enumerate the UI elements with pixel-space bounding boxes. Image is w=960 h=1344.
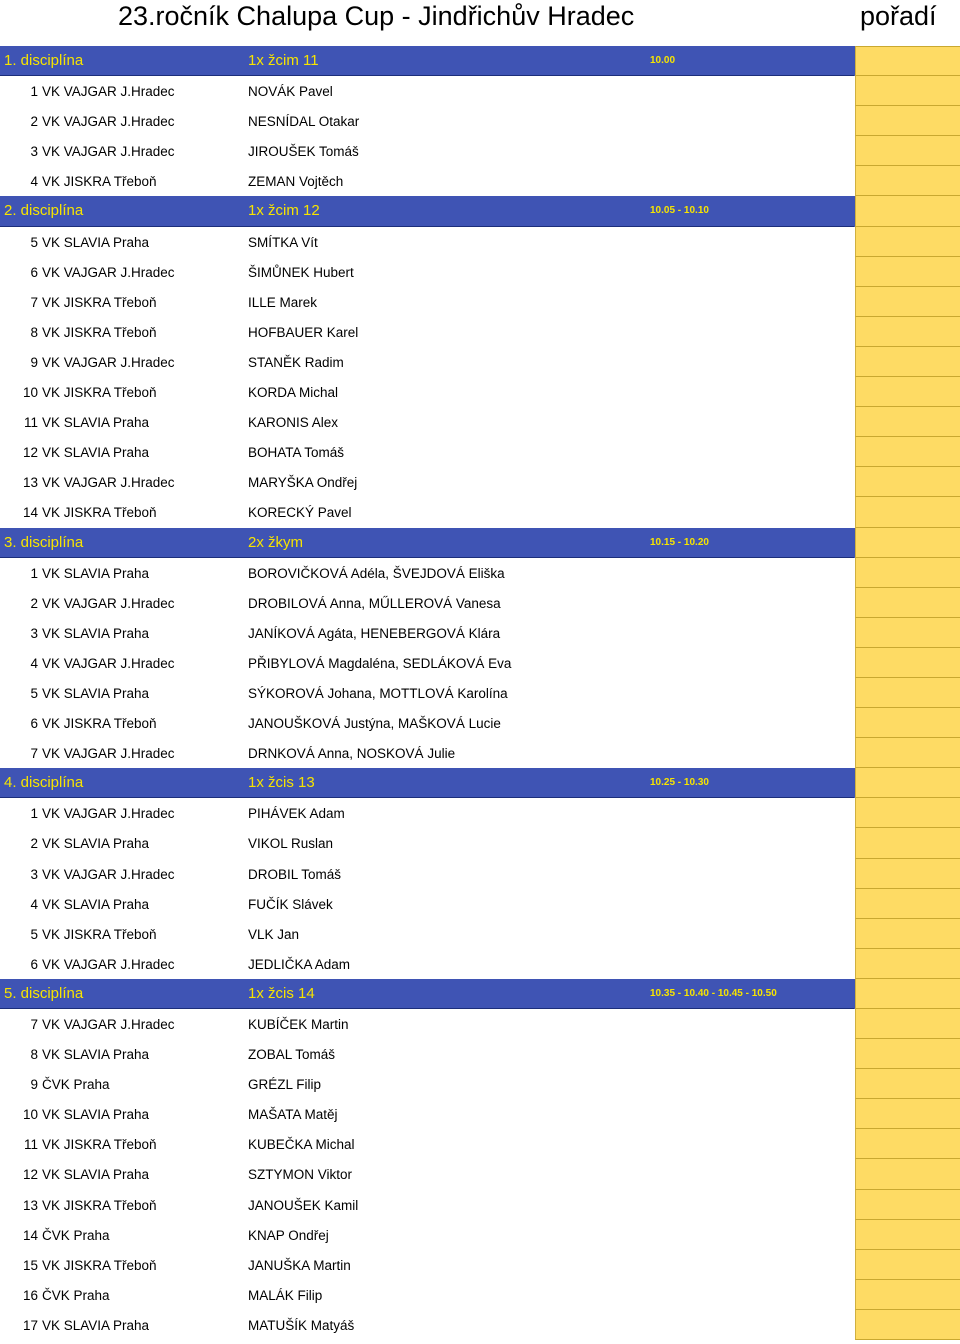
discipline-time: 10.25 - 10.30 bbox=[650, 777, 709, 789]
entry-name: VIKOL Ruslan bbox=[248, 836, 334, 852]
entry-team-cell bbox=[0, 1107, 180, 1122]
entry-row bbox=[0, 497, 960, 527]
entry-team-cell bbox=[0, 957, 180, 972]
entry-name: DRNKOVÁ Anna, NOSKOVÁ Julie bbox=[248, 746, 456, 762]
entry-team: VK VAJGAR J.Hradec bbox=[42, 866, 175, 882]
entry-number: 1 bbox=[30, 565, 38, 581]
entry-team-cell bbox=[0, 1258, 180, 1273]
entry-team: VK SLAVIA Praha bbox=[42, 415, 150, 431]
entry-row bbox=[0, 949, 960, 979]
entry-row bbox=[0, 588, 960, 618]
discipline-header bbox=[0, 979, 960, 1009]
entry-name: JANOUŠEK Kamil bbox=[248, 1197, 359, 1213]
entry-team-cell bbox=[0, 445, 180, 460]
rank-cell[interactable] bbox=[855, 467, 960, 497]
entry-team-cell bbox=[0, 656, 180, 671]
entry-name: VLK Jan bbox=[248, 926, 300, 942]
entry-row bbox=[0, 136, 960, 166]
entry-number: 10 bbox=[22, 1107, 38, 1123]
entry-team-cell bbox=[0, 265, 180, 280]
entry-team-cell bbox=[0, 84, 180, 99]
entry-team: VK JISKRA Třeboň bbox=[42, 324, 157, 340]
entry-number: 4 bbox=[30, 655, 38, 671]
rank-cell[interactable] bbox=[855, 768, 960, 798]
rank-cell[interactable] bbox=[855, 588, 960, 618]
entry-name: MARYŠKA Ondřej bbox=[248, 475, 358, 491]
entry-team-cell bbox=[0, 897, 180, 912]
discipline-event: 1x žcim 11 bbox=[248, 52, 319, 69]
entry-team: VK VAJGAR J.Hradec bbox=[42, 114, 175, 130]
entry-row bbox=[0, 317, 960, 347]
entry-team-cell bbox=[0, 1288, 180, 1303]
entry-row bbox=[0, 347, 960, 377]
rank-cell[interactable] bbox=[855, 919, 960, 949]
entry-team-cell bbox=[0, 295, 180, 310]
entry-team: VK JISKRA Třeboň bbox=[42, 294, 157, 310]
entry-row bbox=[0, 889, 960, 919]
entry-name: KORECKÝ Pavel bbox=[248, 505, 352, 521]
entry-row bbox=[0, 1069, 960, 1099]
entry-team: ČVK Praha bbox=[42, 1077, 110, 1093]
entry-name: DROBILOVÁ Anna, MŰLLEROVÁ Vanesa bbox=[248, 595, 501, 611]
rank-cell[interactable] bbox=[855, 738, 960, 768]
entry-name: JIROUŠEK Tomáš bbox=[248, 144, 359, 160]
discipline-event: 1x žcis 14 bbox=[248, 984, 315, 1002]
entry-number: 11 bbox=[23, 415, 38, 431]
entry-name: SÝKOROVÁ Johana, MOTTLOVÁ Karolína bbox=[248, 685, 508, 701]
entry-name: BOROVIČKOVÁ Adéla, ŠVEJDOVÁ Eliška bbox=[248, 565, 505, 581]
entry-name: MAŠATA Matěj bbox=[248, 1107, 338, 1123]
entry-team-cell bbox=[0, 1137, 180, 1152]
entry-team: VK SLAVIA Praha bbox=[42, 836, 150, 852]
entry-team-cell bbox=[0, 144, 180, 159]
entry-team-cell bbox=[0, 1017, 180, 1032]
entry-number: 7 bbox=[30, 294, 38, 310]
entry-row bbox=[0, 106, 960, 136]
entry-row bbox=[0, 919, 960, 949]
entry-team-cell bbox=[0, 385, 180, 400]
entry-team: VK SLAVIA Praha bbox=[42, 1317, 150, 1333]
entry-name: ŠIMŮNEK Hubert bbox=[248, 264, 354, 280]
entry-row bbox=[0, 1099, 960, 1129]
discipline-event: 1x žcis 13 bbox=[248, 774, 315, 792]
entry-number: 5 bbox=[30, 234, 38, 250]
entry-team-cell bbox=[0, 686, 180, 701]
rank-cell[interactable] bbox=[855, 1129, 960, 1159]
entry-number: 3 bbox=[30, 144, 38, 160]
entry-number: 10 bbox=[22, 385, 38, 401]
entry-name: STANĚK Radim bbox=[248, 354, 344, 370]
entry-team: VK VAJGAR J.Hradec bbox=[42, 475, 175, 491]
entry-name: MATUŠÍK Matyáš bbox=[248, 1317, 355, 1333]
rank-cell[interactable] bbox=[855, 1099, 960, 1129]
entry-team-cell bbox=[0, 505, 180, 520]
entry-number: 7 bbox=[30, 1017, 38, 1032]
entry-name: BOHATA Tomáš bbox=[248, 445, 345, 461]
entry-row bbox=[0, 467, 960, 497]
entry-number: 15 bbox=[22, 1257, 38, 1273]
entry-team-cell bbox=[0, 1198, 180, 1213]
entry-row bbox=[0, 1190, 960, 1220]
entry-team: VK VAJGAR J.Hradec bbox=[42, 956, 175, 972]
rank-cell[interactable] bbox=[855, 46, 960, 76]
rank-cell[interactable] bbox=[855, 528, 960, 558]
discipline-time: 10.05 - 10.10 bbox=[650, 205, 709, 217]
discipline-label: 4. disciplína bbox=[4, 774, 84, 792]
rank-cell[interactable] bbox=[855, 1190, 960, 1220]
entry-team-cell bbox=[0, 626, 180, 641]
rank-cell[interactable] bbox=[855, 407, 960, 437]
rank-cell[interactable] bbox=[855, 648, 960, 678]
entry-row bbox=[0, 859, 960, 889]
page-title: 23.ročník Chalupa Cup - Jindřichův Hradec bbox=[118, 1, 635, 31]
entry-number: 9 bbox=[30, 354, 38, 370]
entry-team: VK VAJGAR J.Hradec bbox=[42, 806, 175, 822]
entry-team-cell bbox=[0, 475, 180, 490]
entry-team: VK VAJGAR J.Hradec bbox=[42, 746, 175, 762]
entry-number: 12 bbox=[22, 1167, 38, 1183]
entry-row bbox=[0, 1250, 960, 1280]
entry-team-cell bbox=[0, 1228, 180, 1243]
entry-number: 13 bbox=[22, 475, 38, 491]
discipline-header bbox=[0, 46, 960, 76]
entry-team: VK JISKRA Třeboň bbox=[42, 1257, 157, 1273]
entry-row bbox=[0, 678, 960, 708]
entry-row bbox=[0, 1310, 960, 1340]
entry-row bbox=[0, 76, 960, 106]
entry-name: JEDLIČKA Adam bbox=[248, 956, 351, 972]
rank-cell[interactable] bbox=[855, 798, 960, 828]
entry-team: VK VAJGAR J.Hradec bbox=[42, 84, 175, 100]
entry-team: VK JISKRA Třeboň bbox=[42, 385, 157, 401]
entry-number: 14 bbox=[22, 1227, 38, 1243]
discipline-time: 10.35 - 10.40 - 10.45 - 10.50 bbox=[650, 987, 777, 999]
discipline-label: 1. disciplína bbox=[4, 52, 84, 69]
rank-cell[interactable] bbox=[855, 859, 960, 889]
discipline-label: 3. disciplína bbox=[4, 533, 84, 551]
entry-name: KUBEČKA Michal bbox=[248, 1137, 355, 1153]
entry-number: 1 bbox=[30, 806, 38, 822]
rank-cell[interactable] bbox=[855, 317, 960, 347]
entry-team-cell bbox=[0, 927, 180, 942]
entry-team-cell bbox=[0, 1077, 180, 1092]
start-list-table bbox=[0, 46, 960, 1340]
rank-cell[interactable] bbox=[855, 497, 960, 527]
entry-team: VK SLAVIA Praha bbox=[42, 445, 150, 461]
entry-team: VK JISKRA Třeboň bbox=[42, 926, 157, 942]
entry-name: PIHÁVEK Adam bbox=[248, 806, 345, 822]
rank-cell[interactable] bbox=[855, 558, 960, 588]
entry-team: VK SLAVIA Praha bbox=[42, 1107, 150, 1123]
rank-cell[interactable] bbox=[855, 347, 960, 377]
entry-name: SMÍTKA Vít bbox=[248, 234, 318, 250]
rank-cell[interactable] bbox=[855, 1009, 960, 1039]
entry-team: ČVK Praha bbox=[42, 1287, 110, 1303]
order-column-label: pořadí bbox=[860, 1, 937, 31]
discipline-header bbox=[0, 196, 960, 226]
entry-number: 7 bbox=[30, 746, 38, 762]
rank-cell[interactable] bbox=[855, 437, 960, 467]
rank-cell[interactable] bbox=[855, 257, 960, 287]
entry-number: 16 bbox=[22, 1287, 38, 1303]
rank-cell[interactable] bbox=[855, 227, 960, 257]
entry-team: VK VAJGAR J.Hradec bbox=[42, 354, 175, 370]
entry-row bbox=[0, 558, 960, 588]
entry-number: 4 bbox=[30, 896, 38, 912]
rank-cell[interactable] bbox=[855, 287, 960, 317]
entry-number: 2 bbox=[30, 836, 38, 852]
entry-team: VK JISKRA Třeboň bbox=[42, 505, 157, 521]
entry-row bbox=[0, 287, 960, 317]
entry-row bbox=[0, 648, 960, 678]
entry-name: JANÍKOVÁ Agáta, HENEBERGOVÁ Klára bbox=[248, 625, 501, 641]
entry-team: VK SLAVIA Praha bbox=[42, 685, 150, 701]
rank-cell[interactable] bbox=[855, 1069, 960, 1099]
entry-number: 9 bbox=[30, 1077, 38, 1093]
discipline-event: 2x žkym bbox=[248, 533, 304, 551]
entry-row bbox=[0, 1159, 960, 1189]
entry-number: 4 bbox=[30, 174, 38, 190]
entry-name: MALÁK Filip bbox=[248, 1287, 323, 1303]
entry-team: VK JISKRA Třeboň bbox=[42, 1137, 157, 1153]
entry-row bbox=[0, 1039, 960, 1069]
entry-team: VK VAJGAR J.Hradec bbox=[42, 144, 175, 160]
entry-team: VK SLAVIA Praha bbox=[42, 1167, 150, 1183]
entry-number: 2 bbox=[30, 114, 38, 130]
discipline-time: 10.15 - 10.20 bbox=[650, 536, 709, 548]
entry-number: 14 bbox=[22, 505, 38, 521]
entry-name: NOVÁK Pavel bbox=[248, 84, 333, 100]
entry-row bbox=[0, 618, 960, 648]
entry-row bbox=[0, 227, 960, 257]
rank-cell[interactable] bbox=[855, 828, 960, 858]
entry-name: JANOUŠKOVÁ Justýna, MAŠKOVÁ Lucie bbox=[248, 716, 501, 732]
entry-name: DROBIL Tomáš bbox=[248, 866, 342, 882]
entry-row bbox=[0, 407, 960, 437]
entry-team-cell bbox=[0, 566, 180, 581]
entry-team-cell bbox=[0, 1167, 180, 1182]
entry-team-cell bbox=[0, 415, 180, 430]
entry-team-cell bbox=[0, 716, 180, 731]
entry-number: 13 bbox=[22, 1197, 38, 1213]
entry-row bbox=[0, 257, 960, 287]
entry-row bbox=[0, 1220, 960, 1250]
entry-team-cell bbox=[0, 746, 180, 761]
entry-team: VK VAJGAR J.Hradec bbox=[42, 595, 175, 611]
entry-number: 17 bbox=[22, 1317, 38, 1333]
entry-number: 5 bbox=[30, 926, 38, 942]
rank-cell[interactable] bbox=[855, 76, 960, 106]
entry-row bbox=[0, 1009, 960, 1039]
rank-cell[interactable] bbox=[855, 979, 960, 1009]
entry-team: VK SLAVIA Praha bbox=[42, 1047, 150, 1063]
entry-row bbox=[0, 166, 960, 196]
entry-number: 6 bbox=[30, 956, 38, 972]
entry-number: 3 bbox=[30, 625, 38, 641]
entry-team-cell bbox=[0, 325, 180, 340]
entry-team-cell bbox=[0, 806, 180, 821]
discipline-label: 5. disciplína bbox=[4, 984, 84, 1002]
entry-name: JANUŠKA Martin bbox=[248, 1257, 351, 1273]
entry-row bbox=[0, 828, 960, 858]
entry-number: 8 bbox=[30, 324, 38, 340]
entry-row bbox=[0, 437, 960, 467]
entry-row bbox=[0, 738, 960, 768]
entry-team: VK SLAVIA Praha bbox=[42, 625, 150, 641]
entry-row bbox=[0, 798, 960, 828]
rank-cell[interactable] bbox=[855, 1220, 960, 1250]
rank-cell[interactable] bbox=[855, 678, 960, 708]
discipline-label: 2. disciplína bbox=[4, 202, 84, 220]
entry-team-cell bbox=[0, 174, 180, 189]
entry-name: FUČÍK Slávek bbox=[248, 896, 333, 912]
rank-cell[interactable] bbox=[855, 1280, 960, 1310]
entry-name: HOFBAUER Karel bbox=[248, 324, 359, 340]
entry-team: VK JISKRA Třeboň bbox=[42, 716, 157, 732]
rank-cell[interactable] bbox=[855, 949, 960, 979]
entry-name: GRÉZL Filip bbox=[248, 1077, 322, 1093]
entry-team-cell bbox=[0, 235, 180, 250]
entry-number: 11 bbox=[23, 1137, 38, 1153]
rank-cell[interactable] bbox=[855, 889, 960, 919]
entry-name: ILLE Marek bbox=[248, 294, 318, 310]
discipline-header bbox=[0, 528, 960, 558]
entry-number: 8 bbox=[30, 1047, 38, 1063]
entry-team: VK JISKRA Třeboň bbox=[42, 1197, 157, 1213]
entry-row bbox=[0, 377, 960, 407]
rank-cell[interactable] bbox=[855, 618, 960, 648]
entry-number: 6 bbox=[30, 716, 38, 732]
discipline-event: 1x žcim 12 bbox=[248, 202, 320, 220]
entry-row bbox=[0, 1129, 960, 1159]
discipline-time: 10.00 bbox=[650, 55, 676, 66]
entry-number: 5 bbox=[30, 685, 38, 701]
entry-team-cell bbox=[0, 355, 180, 370]
entry-team: ČVK Praha bbox=[42, 1227, 110, 1243]
rank-cell[interactable] bbox=[855, 1310, 960, 1340]
entry-row bbox=[0, 1280, 960, 1310]
entry-team-cell bbox=[0, 836, 180, 851]
rank-cell[interactable] bbox=[855, 1039, 960, 1069]
rank-cell[interactable] bbox=[855, 106, 960, 136]
entry-number: 3 bbox=[30, 866, 38, 882]
entry-team: VK JISKRA Třeboň bbox=[42, 174, 157, 190]
entry-name: ZOBAL Tomáš bbox=[248, 1047, 336, 1063]
rank-cell[interactable] bbox=[855, 377, 960, 407]
entry-team: VK VAJGAR J.Hradec bbox=[42, 655, 175, 671]
entry-name: NESNÍDAL Otakar bbox=[248, 114, 360, 130]
entry-row bbox=[0, 708, 960, 738]
entry-name: ZEMAN Vojtěch bbox=[248, 174, 344, 190]
entry-name: KORDA Michal bbox=[248, 385, 339, 401]
entry-number: 2 bbox=[30, 595, 38, 611]
rank-cell[interactable] bbox=[855, 196, 960, 226]
entry-name: SZTYMON Viktor bbox=[248, 1167, 353, 1183]
entry-number: 6 bbox=[30, 264, 38, 280]
entry-team-cell bbox=[0, 596, 180, 611]
entry-number: 12 bbox=[22, 445, 38, 461]
rank-cell[interactable] bbox=[855, 166, 960, 196]
entry-team-cell bbox=[0, 867, 180, 882]
page-header bbox=[0, 0, 960, 46]
entry-team: VK SLAVIA Praha bbox=[42, 896, 150, 912]
entry-team: VK VAJGAR J.Hradec bbox=[42, 1017, 175, 1032]
rank-cell[interactable] bbox=[855, 136, 960, 166]
entry-team-cell bbox=[0, 1047, 180, 1062]
entry-name: KUBÍČEK Martin bbox=[248, 1017, 349, 1032]
rank-cell[interactable] bbox=[855, 1250, 960, 1280]
entry-name: KARONIS Alex bbox=[248, 415, 339, 431]
entry-team: VK SLAVIA Praha bbox=[42, 234, 150, 250]
entry-number: 1 bbox=[30, 84, 38, 100]
discipline-header bbox=[0, 768, 960, 798]
entry-team: VK VAJGAR J.Hradec bbox=[42, 264, 175, 280]
entry-name: KNAP Ondřej bbox=[248, 1227, 329, 1243]
rank-cell[interactable] bbox=[855, 1159, 960, 1189]
entry-team-cell bbox=[0, 1318, 180, 1333]
entry-name: PŘIBYLOVÁ Magdaléna, SEDLÁKOVÁ Eva bbox=[248, 655, 512, 671]
rank-cell[interactable] bbox=[855, 708, 960, 738]
entry-team-cell bbox=[0, 114, 180, 129]
entry-team: VK SLAVIA Praha bbox=[42, 565, 150, 581]
